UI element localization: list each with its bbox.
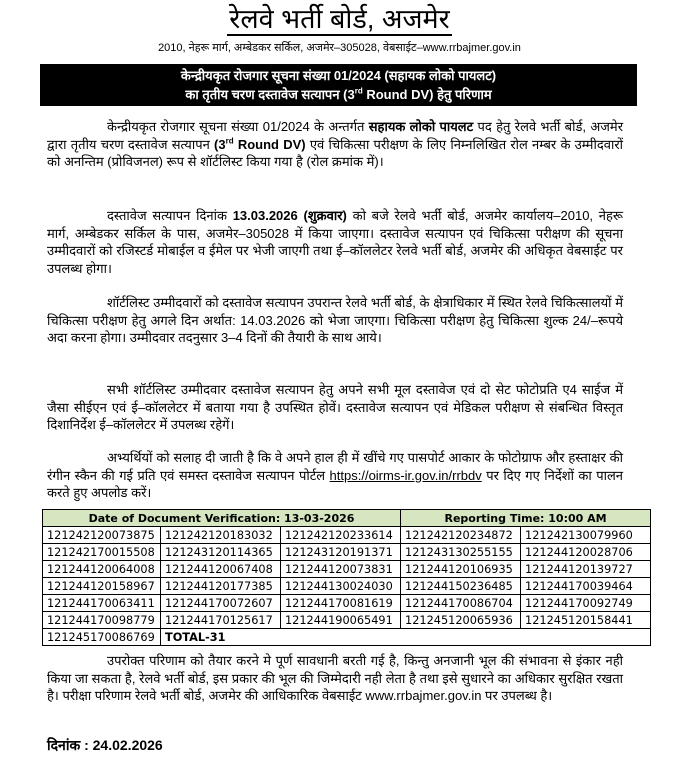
roll-number-cell: 121245170086769 (43, 629, 161, 646)
roll-number-table (42, 509, 651, 646)
roll-number-cell: 121244120139727 (521, 561, 651, 578)
paragraph-documents: सभी शॉर्टलिस्ट उम्मीदवार दस्तावेज सत्यापन हेतु अपने सभी मूल दस्तावेज एवं दो सेट फोटोप्रति ए4 साईज में जैसा सीईएन एवं ई–कॉललेटर में बताया गया है उपस्थित होवें। दस्तावेज सत्यापन एवं मेडिकल परीक्षण से संबन्धित विस्तृत दिशानिर्देश ई–कॉललेटर में उपलब्ध रहेगें। (47, 382, 623, 432)
p1-text-e: एवं चिकित्सा परीक्षण के लिए निम्नलिखित रोल नम्बर के उम्मीदवारों को अनन्तिम (प्रोविजनल) रूप से शॉर्टलिस्ट किया गया है (रोल क्रमांक में)। (47, 136, 624, 169)
dv-portal-link[interactable]: https://oirms-ir.gov.in/rrbdv (329, 467, 482, 483)
p5-text-a: अभ्यर्थियों को सलाह दी जाती है कि वे अपने हाल ही में खींचे गए पासपोर्ट आकार के फोटोग्राफ और हस्ताक्षर की रंगीन स्कैन की गई प्रति एवं समस्त दस्तावेज सत्यापन पोर्टल (47, 450, 623, 483)
round-label-sup: rd (225, 136, 234, 146)
roll-number-cell: 121244170072607 (161, 595, 281, 612)
roll-number-cell: 121244120106935 (401, 561, 521, 578)
roll-number-cell: 121243120191371 (281, 544, 401, 561)
board-title (0, 2, 679, 36)
roll-number-cell: 121244150236485 (401, 578, 521, 595)
roll-number-cell: 121243130255155 (401, 544, 521, 561)
paragraph-disclaimer: उपरोक्त परिणाम को तैयार करने मे पूर्ण सावधानी बरती गई है, किन्तु अनजानी भूल की संभावना से इंकार नही किया जा सकता है, रेलवे भर्ती बोर्ड, इस प्रकार की भूल की जिम्मेदारी नही लेता है तथा इसे सुधारने का अधिकार सुरक्षित रखता है। परीक्षा परिणाम रेलवे भर्ती बोर्ड, अजमेर की आधिकारिक वेबसाईट www.rrbajmer.gov.in पर उपलब्ध है। (47, 653, 623, 703)
roll-number-cell: 121245120065936 (401, 612, 521, 629)
table-row (43, 595, 651, 612)
table-row (43, 544, 651, 561)
notice-heading-superscript: rd (354, 86, 363, 96)
table-row (43, 527, 651, 544)
notice-heading-line2-pre: का तृतीय चरण दस्तावेज सत्यापन (3 (185, 87, 355, 102)
roll-number-cell: 121242170015508 (43, 544, 161, 561)
roll-number-cell: 121242120234872 (401, 527, 521, 544)
roll-number-cell: 121242130079960 (521, 527, 651, 544)
p1-text-c: पद हेतु रेलवे भर्ती बोर्ड, अजमेर द्वारा तृतीय चरण दस्तावेज सत्यापन (47, 119, 624, 152)
table-header-row (43, 510, 651, 527)
roll-number-cell: 121244120177385 (161, 578, 281, 595)
table-row (43, 612, 651, 629)
roll-number-cell: 121244170063411 (43, 595, 161, 612)
notice-heading-line1: केन्द्रीयकृत रोजगार सूचना संख्या 01/2024 (सहायक लोको पायलट) (180, 68, 497, 83)
roll-number-cell: 121244170039464 (521, 578, 651, 595)
roll-number-cell: 121243120114365 (161, 544, 281, 561)
roll-number-cell: 121242120183032 (161, 527, 281, 544)
roll-number-cell: 121244120067408 (161, 561, 281, 578)
round-label-pre: (3 (214, 136, 226, 152)
dv-date: 13.03.2026 (शुक्रवार) (232, 208, 347, 223)
roll-number-cell: 121244120064008 (43, 561, 161, 578)
round-label (214, 137, 306, 152)
p2-text-a: दस्तावेज सत्यापन दिनांक (107, 208, 233, 223)
board-title-text: रेलवे भर्ती बोर्ड, अजमेर (229, 4, 450, 34)
roll-number-cell: 121244120158967 (43, 578, 161, 595)
p5-text-b: पर दिए गए निर्देशों का पालन करते हुए अपलोड करें। (47, 467, 623, 500)
table-row (43, 561, 651, 578)
p2-text-c: को बजे रेलवे भर्ती बोर्ड, अजमेर कार्यालय–2010, नेहरू मार्ग, अम्बेडकर सर्किल के पास, अजमेर–305028 में किया जाएगा। दस्तावेज सत्यापन एवं चिकित्सा परीक्षण की सूचना उम्मीदवारों को रजिस्टर्ड मोबाईल व ईमेल पर भेजी जाएगी तथा ई–कॉललेटर रेलवे भर्ती बोर्ड, अजमेर की अधिकृत वेबसाईट पर उपलब्ध होगा। (47, 208, 623, 276)
roll-number-cell: 121244170125617 (161, 612, 281, 629)
roll-number-cell: 121244170081619 (281, 595, 401, 612)
roll-number-cell: 121244130024030 (281, 578, 401, 595)
roll-number-cell: 121242120233614 (281, 527, 401, 544)
roll-number-cell: 121244170092749 (521, 595, 651, 612)
dv-date-header: Date of Document Verification: 13-03-2026 (43, 510, 401, 527)
roll-number-cell: 121244190065491 (281, 612, 401, 629)
roll-number-cell: 121244170098779 (43, 612, 161, 629)
paragraph-dv-date (47, 207, 623, 277)
paragraph-upload-instructions (47, 449, 623, 502)
roll-number-cell: 121244120028706 (521, 544, 651, 561)
p1-text-a: केन्द्रीयकृत रोजगार सूचना संख्या 01/2024 के अन्तर्गत (107, 119, 369, 134)
roll-number-cell: 121242120073875 (43, 527, 161, 544)
paragraph-shortlist-intro (47, 118, 623, 171)
roll-number-cell: 121244170086704 (401, 595, 521, 612)
notice-heading-line2-post: Round DV) हेतु परिणाम (362, 87, 492, 102)
table-row (43, 578, 651, 595)
board-address: 2010, नेहरू मार्ग, अम्बेडकर सर्किल, अजमेर–305028, वेबसाईट–www.rrbajmer.gov.in (158, 42, 521, 54)
total-count: TOTAL-31 (161, 629, 651, 646)
roll-number-cell: 121245120158441 (521, 612, 651, 629)
round-label-post: Round DV) (233, 136, 306, 152)
paragraph-medical-exam: शॉर्टलिस्ट उम्मीदवारों को दस्तावेज सत्यापन उपरान्त रेलवे भर्ती बोर्ड, के क्षेत्राधिकार में स्थित रेलवे चिकित्सालयों में चिकित्सा परीक्षण हेतु अगले दिन अर्थात: 14.03.2026 को भेजा जाएगा। चिकित्सा परीक्षण हेतु चिकित्सा शुल्क 24/–रूपये अदा करना होगा। उम्मीदवार तदनुसार 3–4 दिनों की तैयारी के साथ आये। (47, 295, 623, 345)
notice-heading-band (40, 64, 637, 106)
table-row-last (43, 629, 651, 646)
notice-date: दिनांक : 24.02.2026 (47, 737, 163, 753)
roll-number-cell: 121244120073831 (281, 561, 401, 578)
reporting-time-header: Reporting Time: 10:00 AM (401, 510, 651, 527)
notice-heading-line2 (40, 85, 637, 104)
post-name: सहायक लोको पायलट (368, 119, 474, 134)
